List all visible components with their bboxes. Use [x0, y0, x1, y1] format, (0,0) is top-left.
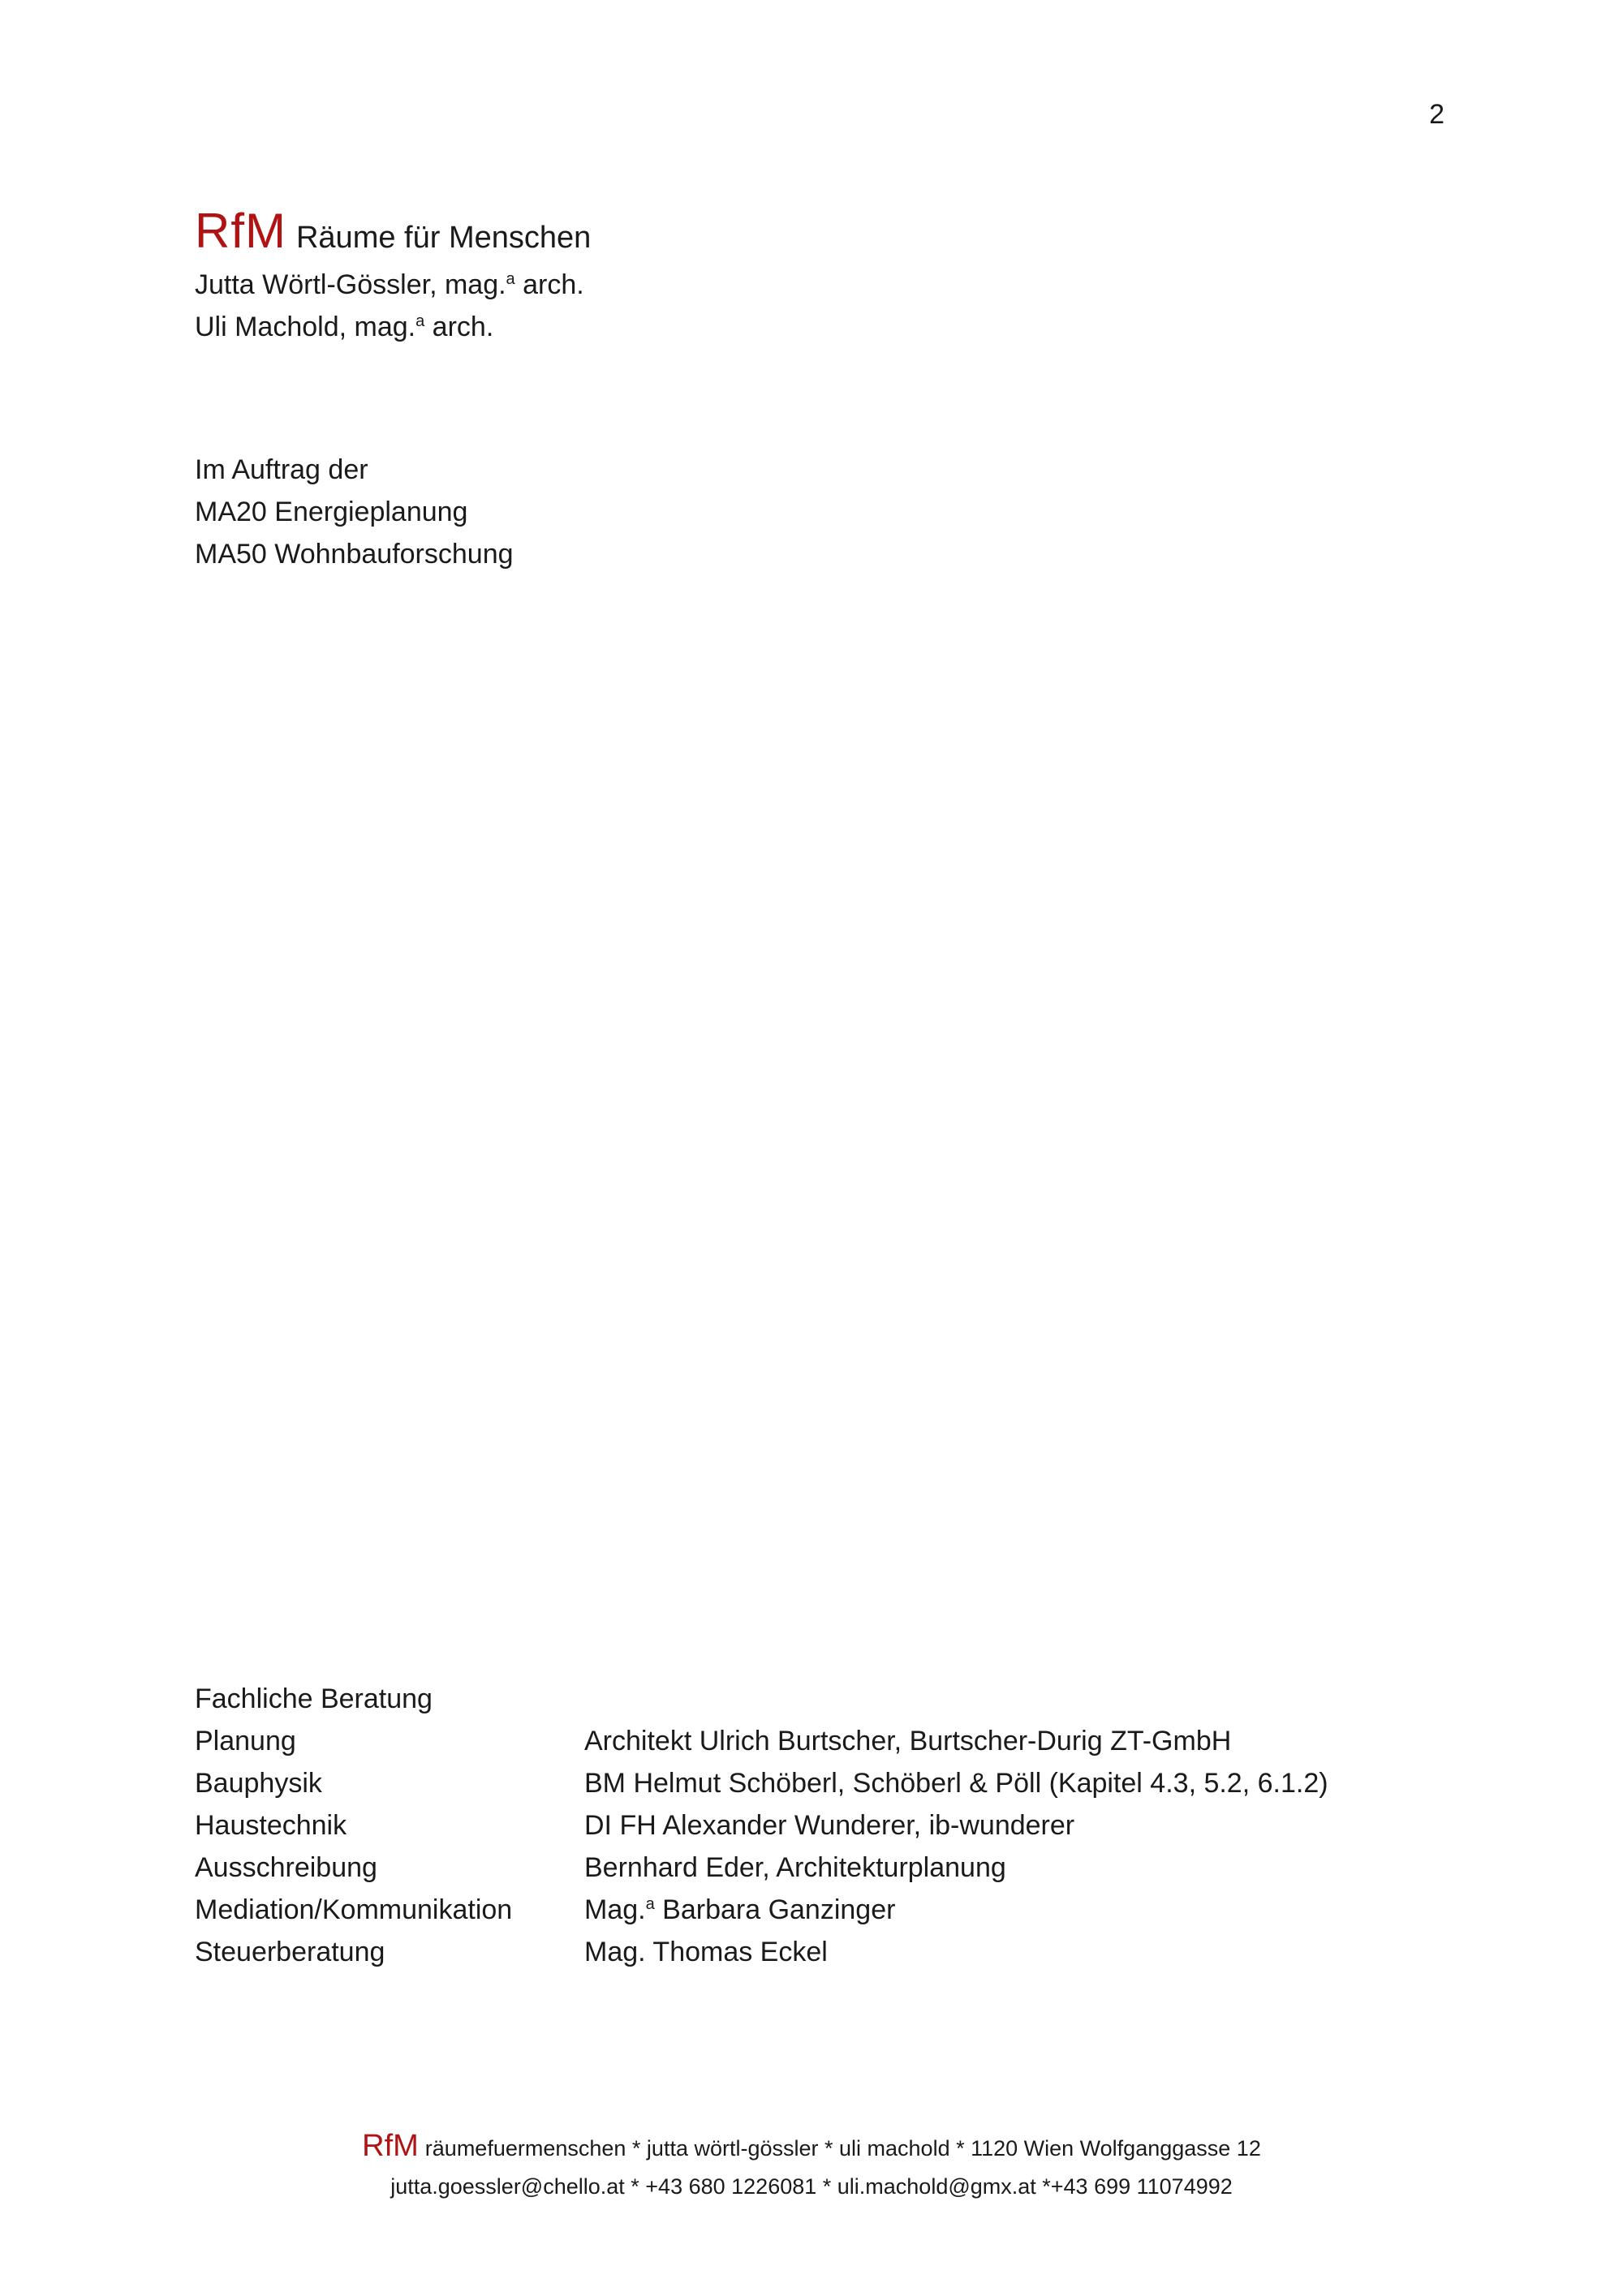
author-line [195, 306, 591, 348]
brand-name: Räume für Menschen [295, 221, 592, 255]
rfm-logo: RfM [195, 204, 286, 258]
author-title-sup: a [506, 270, 515, 288]
advice-title: Fachliche Beratung [195, 1683, 433, 1714]
advice-label: Mediation/Kommunikation [195, 1894, 513, 1925]
author-name: Jutta Wörtl-Gössler, mag. [195, 269, 506, 300]
advice-value: Bernhard Eder, Architekturplanung [584, 1852, 1006, 1883]
advice-row [195, 1889, 1461, 1931]
advice-row [195, 1762, 1461, 1804]
advice-block [195, 1678, 1461, 1973]
advice-row [195, 1720, 1461, 1762]
advice-value: Mag. Thomas Eckel [584, 1937, 828, 1967]
advice-value-sup: a [645, 1895, 655, 1913]
advice-label: Steuerberatung [195, 1937, 385, 1967]
advice-value-prefix: Mag. [584, 1894, 646, 1925]
commission-line: Im Auftrag der [195, 454, 368, 485]
advice-value: Architekt Ulrich Burtscher, Burtscher-Durig ZT-GmbH [584, 1726, 1232, 1756]
footer-address: räumefuermenschen * jutta wörtl-gössler * uli machold * 1120 Wien Wolfganggasse 12 [424, 2136, 1261, 2161]
footer [0, 2126, 1623, 2207]
author-line [195, 264, 591, 306]
advice-label: Bauphysik [195, 1768, 322, 1799]
footer-contact-line: jutta.goessler@chello.at * +43 680 1226081 * uli.machold@gmx.at *+43 699 11074992 [390, 2174, 1233, 2199]
advice-label: Haustechnik [195, 1810, 347, 1841]
advice-value-suffix: Barbara Ganzinger [654, 1894, 896, 1925]
letterhead [195, 204, 592, 348]
advice-row [195, 1931, 1461, 1973]
author-title-sup: a [415, 312, 425, 330]
brand-line [195, 204, 592, 264]
advice-label: Planung [195, 1726, 296, 1756]
author-suffix: arch. [514, 269, 584, 300]
footer-rfm-logo: RfM [362, 2129, 419, 2163]
advice-row [195, 1847, 1461, 1889]
commission-line: MA20 Energieplanung [195, 497, 468, 527]
advice-value: DI FH Alexander Wunderer, ib-wunderer [584, 1810, 1075, 1841]
page-number: 2 [1429, 99, 1444, 130]
commission-block [195, 449, 514, 575]
advice-value: BM Helmut Schöberl, Schöberl & Pöll (Kapitel 4.3, 5.2, 6.1.2) [584, 1768, 1328, 1799]
advice-value [584, 1889, 1461, 1931]
advice-row [195, 1804, 1461, 1847]
author-suffix: arch. [424, 312, 494, 342]
author-name: Uli Machold, mag. [195, 312, 416, 342]
commission-line: MA50 Wohnbauforschung [195, 539, 514, 570]
advice-label: Ausschreibung [195, 1852, 377, 1883]
footer-address-line [0, 2126, 1623, 2166]
